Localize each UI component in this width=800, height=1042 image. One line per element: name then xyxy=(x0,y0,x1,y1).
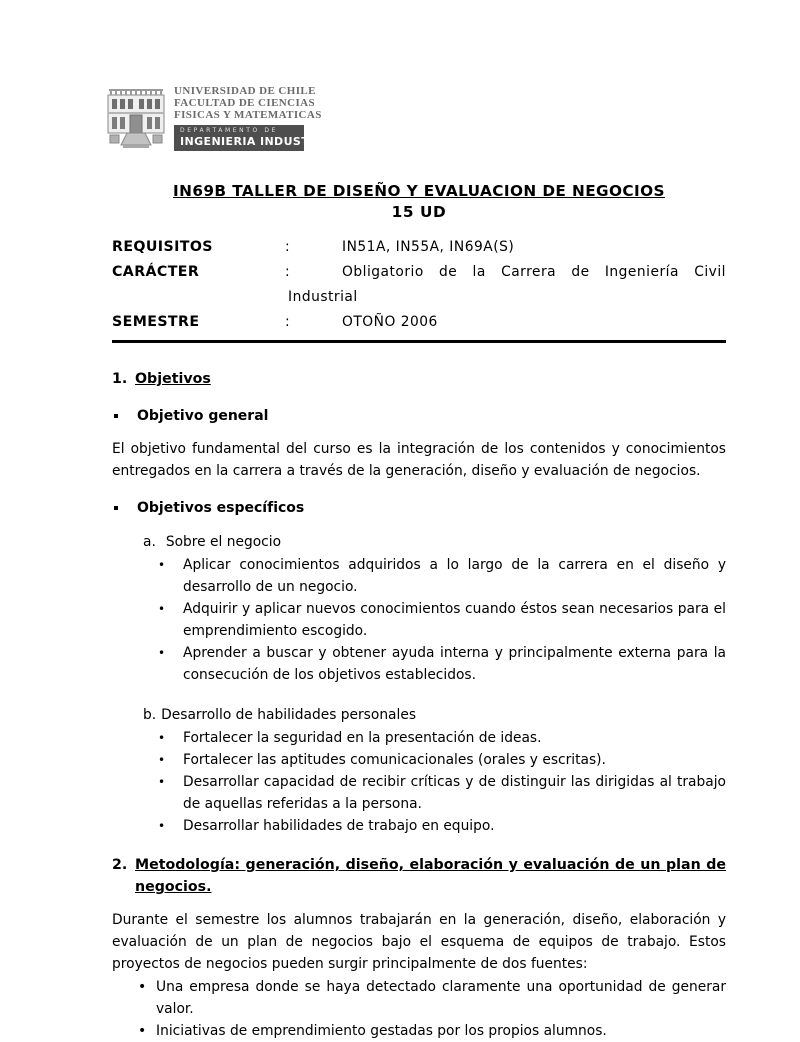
requisitos-label: REQUISITOS xyxy=(112,239,213,255)
colon-separator: : xyxy=(285,314,290,330)
bullet-icon: • xyxy=(158,731,166,745)
info-row-requisitos xyxy=(112,235,726,260)
logo-faculty-line2: FISICAS Y MATEMATICAS xyxy=(174,109,322,121)
section-1-heading xyxy=(112,368,726,390)
section-2-title: Metodología: generación, diseño, elaboración y evaluación de un plan de negocios. xyxy=(135,857,726,895)
objetivos-especificos-label: Objetivos específicos xyxy=(137,500,305,516)
bullet-icon: • xyxy=(158,753,166,767)
list-item: • Desarrollar capacidad de recibir críticas y de distinguir las dirigidas al trabajo de aquellas referidas a la persona. xyxy=(158,771,726,815)
info-row-semestre xyxy=(112,310,726,335)
bullet-icon: • xyxy=(158,646,166,660)
list-item: • Adquirir y aplicar nuevos conocimientos cuando éstos sean necesarios para el emprendimiento escogido. xyxy=(158,598,726,642)
bullet-icon: • xyxy=(138,979,147,995)
list-item: • Desarrollar habilidades de trabajo en equipo. xyxy=(158,815,726,837)
list-item: • Fortalecer la seguridad en la presentación de ideas. xyxy=(158,727,726,749)
logo-faculty-line1: FACULTAD DE CIENCIAS xyxy=(174,97,316,109)
university-building-icon xyxy=(107,85,165,151)
caracter-label: CARÁCTER xyxy=(112,264,200,280)
objetivo-general-heading xyxy=(112,405,726,427)
university-logo xyxy=(107,85,726,151)
requisitos-value: IN51A, IN55A, IN69A(S) xyxy=(342,239,515,255)
group-b-list xyxy=(112,727,726,837)
objetivos-especificos-heading xyxy=(112,497,726,519)
group-a-heading xyxy=(143,531,726,553)
section-2-paragraph: Durante el semestre los alumnos trabajarán en la generación, diseño, elaboración y evaluación de un plan de negocios bajo el esquema de equipos de trabajo. Estos proyectos de negocios pueden surgir principalmente de dos fuentes: xyxy=(112,912,726,972)
semestre-value: OTOÑO 2006 xyxy=(342,314,438,330)
caracter-value-line1: Obligatorio de la Carrera de Ingeniería Civil xyxy=(342,264,726,280)
section-1-number: 1. xyxy=(112,371,128,387)
list-item: • Aplicar conocimientos adquiridos a lo largo de la carrera en el diseño y desarrollo de un negocio. xyxy=(158,554,726,598)
bullet-icon: • xyxy=(158,819,166,833)
bullet-icon: • xyxy=(158,775,166,789)
caracter-value-line2: Industrial xyxy=(288,289,358,305)
list-item: • Iniciativas de emprendimiento gestadas por los propios alumnos. xyxy=(138,1020,726,1042)
course-credits: 15 UD xyxy=(391,203,447,221)
list-item: • Aprender a buscar y obtener ayuda interna y principalmente externa para la consecución de los objetivos establecidos. xyxy=(158,642,726,686)
group-b-title: Desarrollo de habilidades personales xyxy=(161,707,417,723)
section-1-title: Objetivos xyxy=(135,371,211,387)
group-a-title: Sobre el negocio xyxy=(165,534,282,550)
logo-university-name: UNIVERSIDAD DE CHILE xyxy=(174,85,316,97)
bullet-icon: • xyxy=(158,602,166,616)
colon-separator: : xyxy=(285,239,290,255)
group-b-label: b. xyxy=(143,707,157,723)
group-b-heading xyxy=(143,704,726,726)
title-block xyxy=(112,181,726,222)
bullet-icon: • xyxy=(158,558,166,572)
objetivo-general-label: Objetivo general xyxy=(137,408,269,424)
objetivo-general-paragraph: El objetivo fundamental del curso es la integración de los contenidos y conocimientos entregados en la carrera a través de la generación, diseño y evaluación de negocios. xyxy=(112,441,726,479)
colon-separator: : xyxy=(285,264,290,280)
group-a-list xyxy=(112,554,726,686)
square-bullet-icon xyxy=(112,405,137,427)
section-2-number: 2. xyxy=(112,857,128,873)
course-title: IN69B TALLER DE DISEÑO Y EVALUACION DE NEGOCIOS xyxy=(173,182,665,200)
department-banner xyxy=(174,125,339,151)
bullet-icon: • xyxy=(138,1023,147,1039)
group-a-label: a. xyxy=(143,534,156,550)
section-2-list xyxy=(112,976,726,1042)
department-name: INGENIERIA INDUSTRIAL xyxy=(180,135,339,148)
department-label: DEPARTAMENTO DE xyxy=(180,127,278,134)
semestre-label: SEMESTRE xyxy=(112,314,200,330)
logo-text-block xyxy=(174,85,339,151)
course-info-table xyxy=(112,235,726,343)
square-bullet-icon xyxy=(112,497,137,519)
list-item: • Fortalecer las aptitudes comunicacionales (orales y escritas). xyxy=(158,749,726,771)
info-row-caracter xyxy=(112,260,726,285)
section-2-heading xyxy=(112,854,726,898)
list-item: • Una empresa donde se haya detectado claramente una oportunidad de generar valor. xyxy=(138,976,726,1020)
